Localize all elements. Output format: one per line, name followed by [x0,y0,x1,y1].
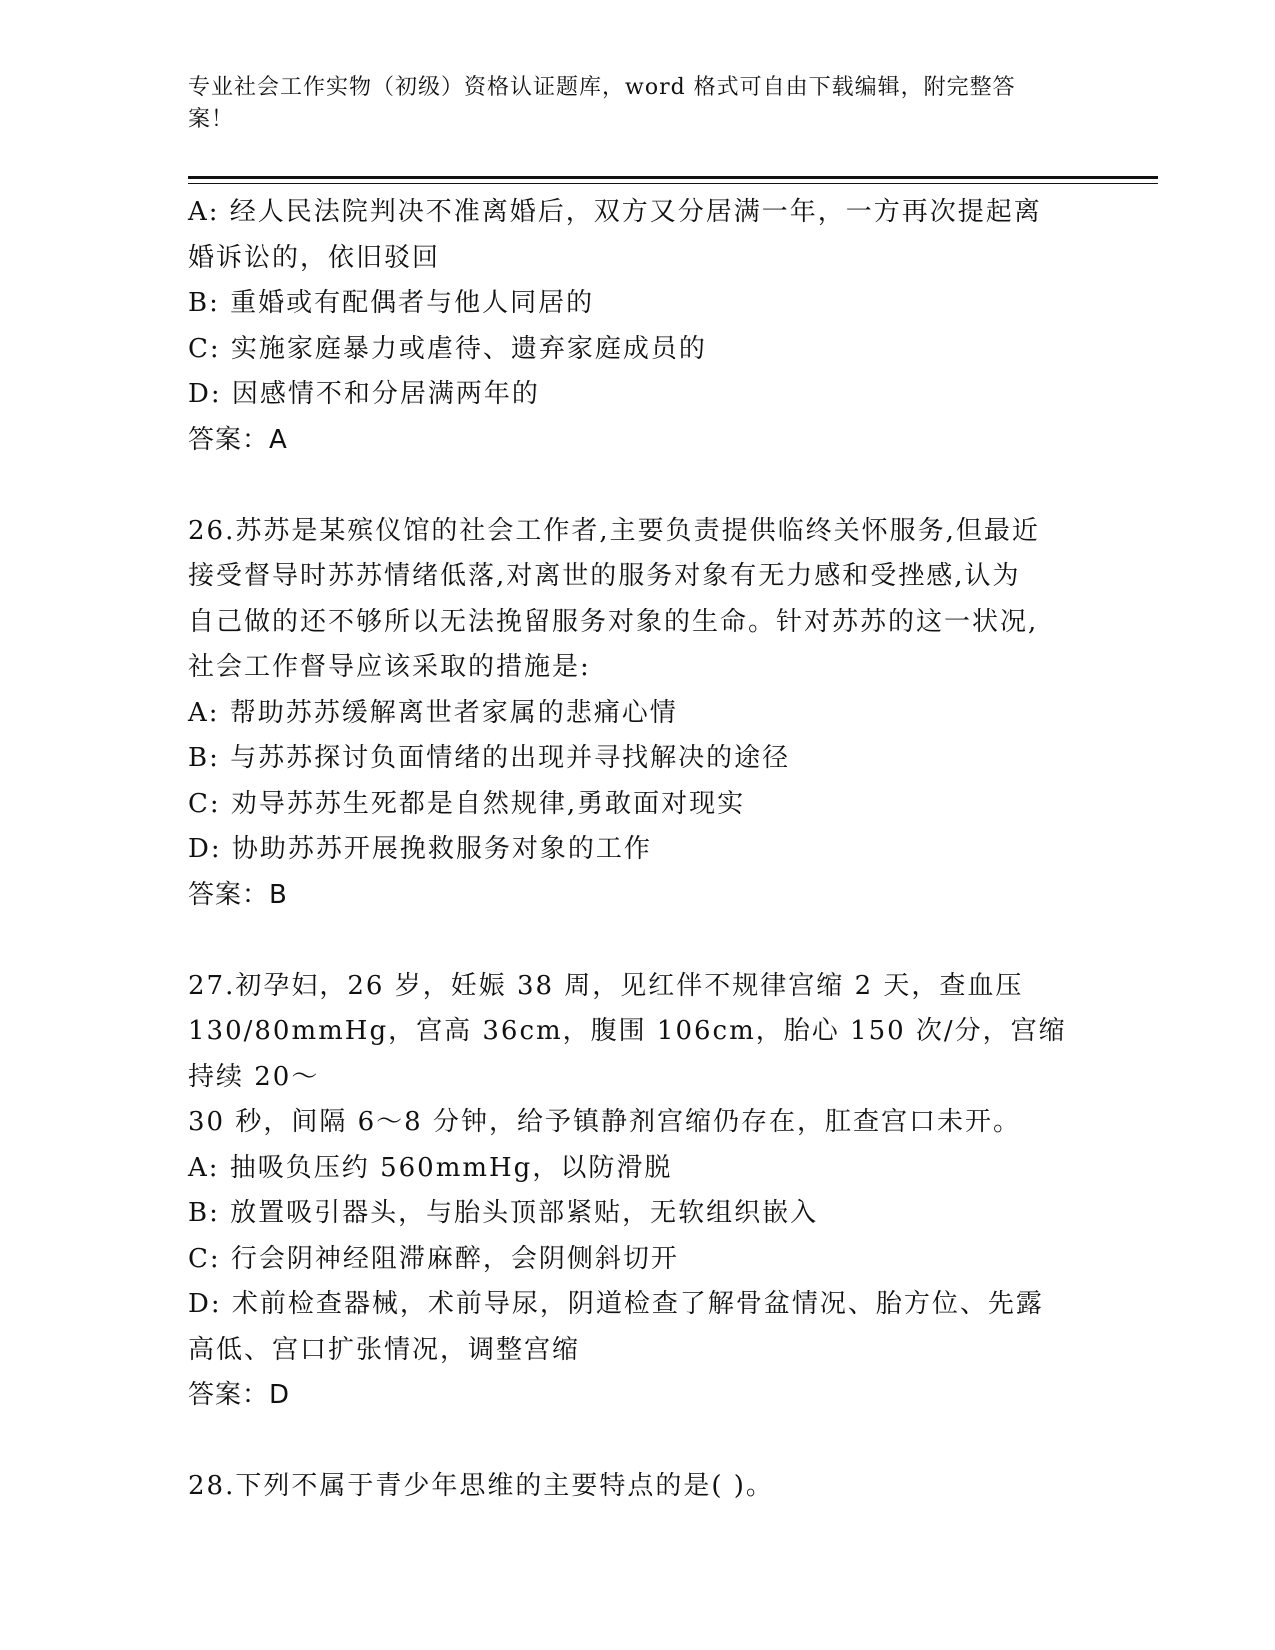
q25-answer: 答案：A [188,424,288,455]
header-line-1: 专业社会工作实物（初级）资格认证题库，word 格式可自由下载编辑，附完整答 [188,75,1016,100]
header-rule-thick [188,176,1158,179]
q26-stem-line-3: 自己做的还不够所以无法挽留服务对象的生命。针对苏苏的这一状况, [188,606,1039,637]
q28-stem-line-1: 28.下列不属于青少年思维的主要特点的是( )。 [188,1471,774,1501]
q25-option-a-line-1: A: 经人民法院判决不准离婚后，双方又分居满一年，一方再次提起离 [188,197,1042,227]
q27-stem-line-1: 27.初孕妇，26 岁，妊娠 38 周，见红伴不规律宫缩 2 天，查血压 [188,970,1024,1001]
q25-option-a-line-2: 婚诉讼的，依旧驳回 [188,242,441,273]
question-25-block [188,190,1068,463]
q26-option-b: B: 与苏苏探讨负面情绪的出现并寻找解决的途径 [188,743,791,773]
q27-option-c: C: 行会阴神经阻滞麻醉，会阴侧斜切开 [188,1243,679,1274]
q26-stem-line-1: 26.苏苏是某殡仪馆的社会工作者,主要负责提供临终关怀服务,但最近 [188,515,1040,546]
question-26-block [188,509,1068,919]
spacer [188,463,1068,509]
question-content [188,190,1068,1510]
q27-stem-line-2: 130/80mmHg，宫高 36cm，腹围 106cm，胎心 150 次/分，宫缩持续 20～ [188,1016,1067,1092]
q26-stem-line-4: 社会工作督导应该采取的措施是: [188,652,591,682]
q25-option-b: B: 重婚或有配偶者与他人同居的 [188,288,595,318]
q27-option-d-line-2: 高低、宫口扩张情况，调整宫缩 [188,1334,581,1365]
q27-answer: 答案：D [188,1380,291,1410]
header-line-2: 案！ [188,107,235,132]
q27-option-b: B: 放置吸引器头，与胎头顶部紧贴，无软组织嵌入 [188,1198,819,1228]
q25-option-d: D: 因感情不和分居满两年的 [188,379,540,409]
question-27-block [188,964,1068,1419]
q27-stem-line-3: 30 秒，间隔 6～8 分钟，给予镇静剂宫缩仍存在，肛查宫口未开。 [188,1107,1021,1137]
question-28-block [188,1464,1068,1510]
spacer [188,1419,1068,1465]
document-header [188,72,1068,136]
q26-option-c: C: 劝导苏苏生死都是自然规律,勇敢面对现实 [188,788,746,819]
q26-answer: 答案：B [188,879,288,910]
q26-option-a: A: 帮助苏苏缓解离世者家属的悲痛心情 [188,697,678,728]
q27-option-a: A: 抽吸负压约 560mmHg，以防滑脱 [188,1152,673,1183]
header-rule-thin [188,183,1158,184]
spacer [188,918,1068,964]
q27-option-d-line-1: D: 术前检查器械，术前导尿，阴道检查了解骨盆情况、胎方位、先露 [188,1289,1044,1319]
q26-option-d: D: 协助苏苏开展挽救服务对象的工作 [188,834,652,864]
q26-stem-line-2: 接受督导时苏苏情绪低落,对离世的服务对象有无力感和受挫感,认为 [188,561,1021,591]
q25-option-c: C: 实施家庭暴力或虐待、遗弃家庭成员的 [188,333,707,364]
